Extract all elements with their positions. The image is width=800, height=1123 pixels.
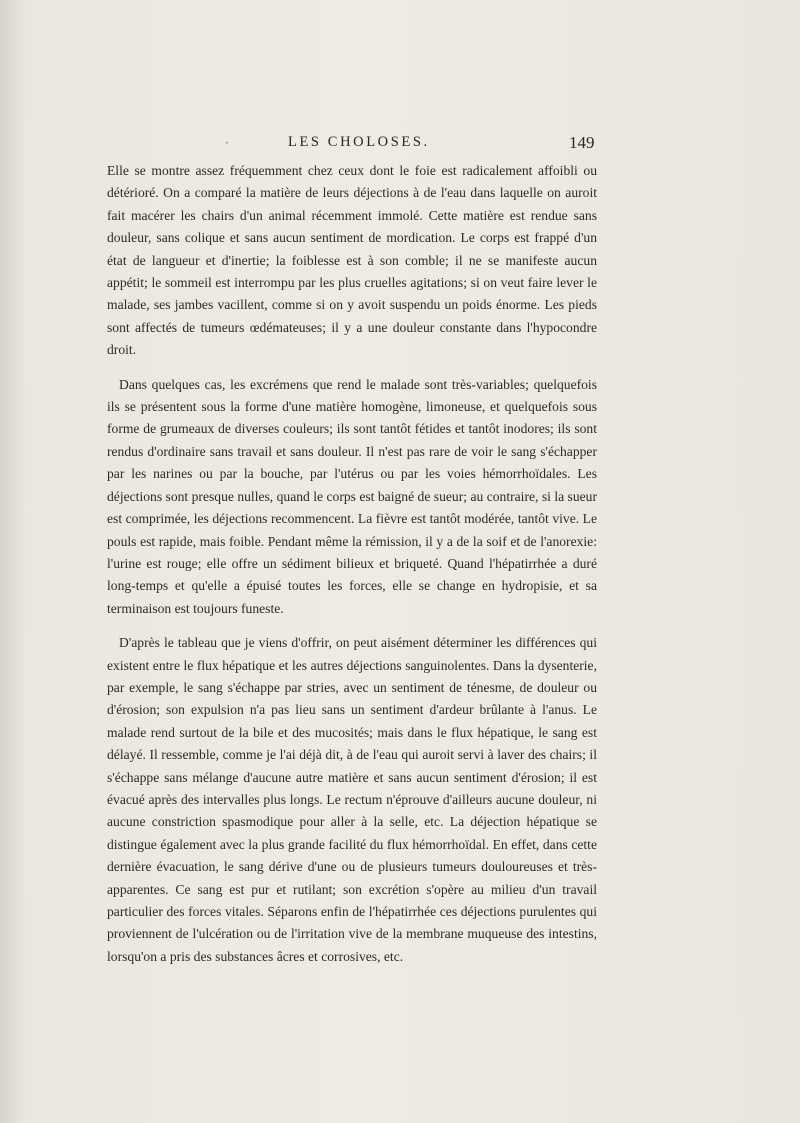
page-number: 149 [569, 133, 595, 152]
paragraph-2: Dans quelques cas, les excrémens que rend le malade sont très-variables; quelquefois ils se présentent sous la forme d'une matière homogène, limoneuse, et quelquefois sous forme de grumeaux de diverses couleurs; ils sont tantôt fétides et tantôt inodores; ils sont rendus d'ordinaire sans travail et sans douleur. Il n'est pas rare de voir le sang s'échapper par les narines ou par la bouche, par l'utérus ou par les voies hémorrhoïdales. Les déjections sont presque nulles, quand le corps est baigné de sueur; au contraire, si la sueur est comprimée, les déjections recommencent. La fièvre est tantôt modérée, tantôt vive. Le pouls est rapide, mais foible. Pendant même la rémission, il y a de la soif et de l'anorexie: l'urine est rouge; elle offre un sédiment bilieux et briqueté. Quand l'hépatirrhée a duré long-temps et qu'elle a épuisé toutes les forces, elle se change en hydropisie, et sa terminaison est toujours funeste. [107, 376, 597, 616]
running-head [0, 134, 800, 158]
paragraph-3: D'après le tableau que je viens d'offrir, on peut aisément déterminer les différences qui existent entre le flux hépatique et les autres déjections sanguinolentes. Dans la dysenterie, par exemple, le sang s'échappe par stries, avec un sentiment de ténesme, de douleur ou d'érosion; son expulsion n'a pas lieu sans un sentiment d'ardeur brûlante à l'anus. Le malade rend surtout de la bile et des mucosités; mais dans le flux hépatique, le sang est délayé. Il ressemble, comme je l'ai déjà dit, à de l'eau qui auroit servi à laver des chairs; il s'échappe sans mélange d'aucune autre matière et sans aucun sentiment d'érosion; il est évacué après des intervalles plus longs. Le rectum n'éprouve d'ailleurs aucune douleur, ni aucune constriction spasmodique pour aller à la selle, etc. La déjection hépatique se distingue également avec la plus grande facilité du flux hémorrhoïdal. En effet, dans cette dernière évacuation, le sang dérive d'une ou de plusieurs tumeurs douloureuses et très-apparentes. Ce sang est pur et rutilant; son excrétion s'opère au milieu d'un travail particulier des forces vitales. Séparons enfin de l'hépatirrhée ces déjections purulentes qui proviennent de l'ulcération ou de l'irritation vive de la membrane muqueuse des intestins, lorsqu'on a pris des substances âcres et corrosives, etc. [107, 635, 597, 964]
paragraph-1: Elle se montre assez fréquemment chez ceux dont le foie est radicalement affoibli ou détérioré. On a comparé la matière de leurs déjections à de l'eau dans laquelle on auroit fait macérer les chairs d'un animal récemment immolé. Cette matière est rendue sans douleur, sans colique et sans aucun sentiment de mordication. Le corps est frappé d'un état de langueur et d'inertie; la foiblesse est à son comble; il ne se manifeste aucun appétit; le sommeil est interrompu par les plus cruelles agitations; si on veut faire lever le malade, ses jambes vacillent, comme si on y avoit suspendu un poids énorme. Les pieds sont affectés de tumeurs œdémateuses; il y a une douleur constante dans l'hypocondre droit. [107, 163, 597, 358]
body-text [107, 160, 597, 980]
running-head-title: LES CHOLOSES. [288, 134, 430, 150]
running-head-ornament: · [225, 136, 229, 150]
page-gutter-shadow [0, 0, 26, 1123]
